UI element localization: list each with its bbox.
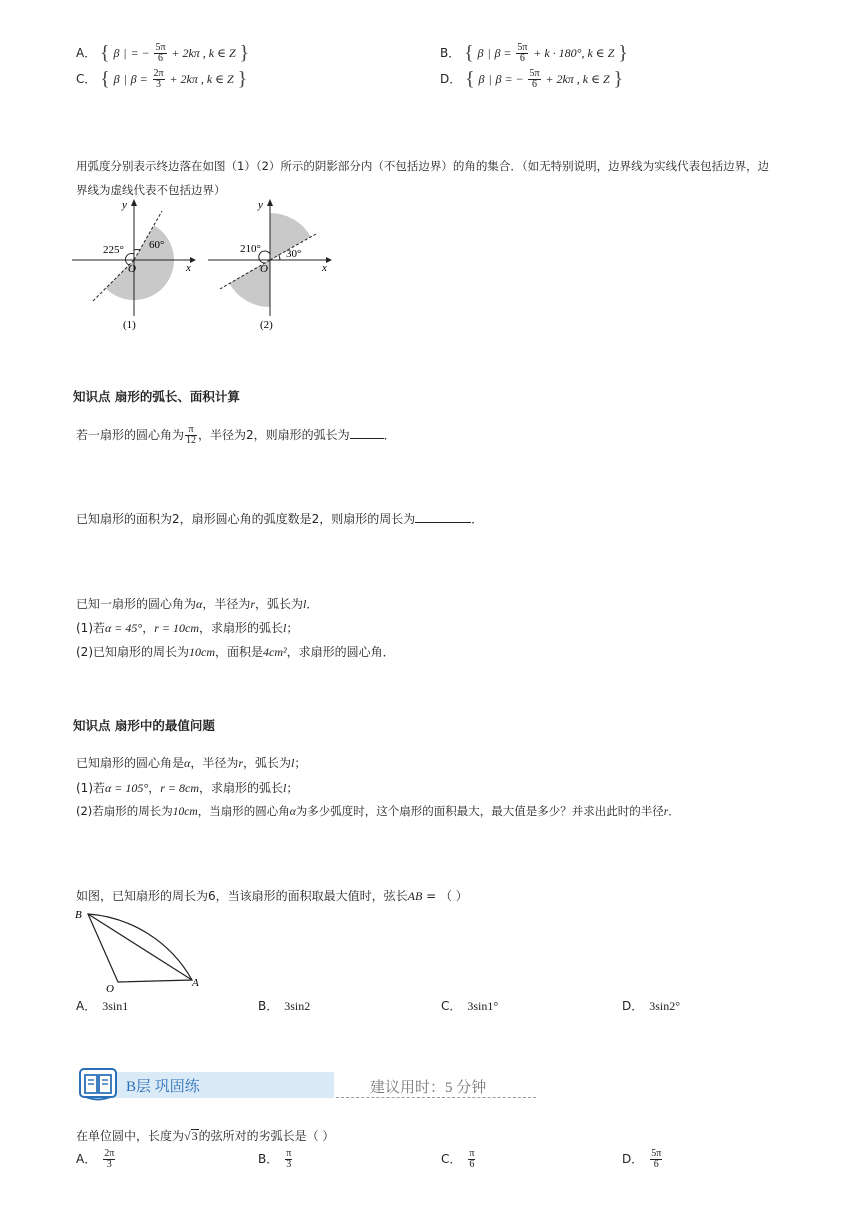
left-brace: { [100, 68, 110, 90]
option-d[interactable]: D． 3sin2° [622, 999, 681, 1013]
point-label: B [75, 909, 82, 921]
chord-ab [88, 914, 192, 980]
set-post: + k · 180°, k ∈ Z [533, 46, 615, 60]
angle-label: 30° [286, 248, 302, 260]
option-a[interactable] [76, 42, 249, 65]
origin-label: O [260, 263, 268, 275]
right-brace: } [613, 68, 624, 90]
left-brace: { [464, 42, 474, 64]
set-post: + 2kπ , k ∈ Z [171, 46, 236, 60]
point-label: O [106, 983, 114, 995]
sqrt-value: 3 [191, 1129, 198, 1143]
section-title: 知识点 扇形的弧长、面积计算 [73, 389, 240, 404]
set-var: β [113, 72, 120, 86]
axis-label-x: x [186, 262, 191, 274]
angle-label: 210° [240, 243, 261, 255]
option-b[interactable]: B． $\frac{\pi}{3}$ [258, 1148, 292, 1170]
fraction: $\frac{2\pi}{3}$ [153, 68, 164, 90]
set-mid: β = − [495, 72, 524, 86]
section-title: 知识点 扇形中的最值问题 [73, 718, 215, 733]
right-brace: } [239, 42, 250, 64]
point-label: A [192, 977, 199, 989]
left-brace: { [465, 68, 475, 90]
set-var: β [478, 72, 485, 86]
book-icon [76, 1066, 120, 1102]
option-c[interactable] [76, 68, 247, 91]
set-mid: β = [494, 46, 512, 60]
option-c[interactable]: C． 3sin1° [441, 999, 499, 1013]
right-brace: } [237, 68, 248, 90]
angle-arc [279, 255, 280, 260]
question-sector2-line2: (1)若α = 105°，r = 8cm，求扇形的弧长l； [76, 781, 299, 795]
set-mid: β = [130, 72, 148, 86]
set-bar: | [123, 46, 127, 60]
banner-title: B层 巩固练 [126, 1079, 200, 1095]
answer-blank[interactable] [350, 438, 384, 439]
text: 若一扇形的圆心角为 [76, 428, 185, 442]
option-label: D． [440, 72, 462, 86]
arrow-icon [326, 257, 332, 263]
question-sector-line1: 已知一扇形的圆心角为α，半径为r，弧长为l． [76, 597, 319, 611]
option-label: C． [76, 72, 97, 86]
question-sector2-line1: 已知扇形的圆心角是α，半径为r，弧长为l； [76, 756, 307, 770]
set-var: β [113, 46, 120, 60]
text: ． [471, 512, 484, 526]
axis-label-x: x [322, 262, 327, 274]
axis-label-y: y [122, 199, 127, 211]
set-var: β [477, 46, 484, 60]
axis-label-y: y [258, 199, 263, 211]
angle-label: 60° [149, 239, 165, 251]
question-text: 界线为虚线代表不包括边界） [76, 183, 226, 197]
set-bar: | [123, 72, 127, 86]
set-mid: = − [130, 46, 150, 60]
right-brace: } [618, 42, 628, 64]
angle-label: 225° [103, 244, 124, 256]
figure-sector-chord [70, 904, 210, 996]
text: ． [383, 428, 396, 442]
option-b[interactable] [440, 42, 628, 65]
figure-1 [72, 199, 196, 331]
question-arc-length [76, 425, 396, 446]
question-sector2-line3: (2)若扇形的周长为10cm，当扇形的圆心角α为多少弧度时，这个扇形的面积最大，最大值是多少？并求出此时的半径r． [76, 804, 680, 818]
figure-2 [208, 199, 332, 331]
option-d[interactable] [440, 68, 623, 91]
fraction: $\frac{5\pi}{6}$ [155, 42, 166, 64]
arrow-icon [190, 257, 196, 263]
option-label: A． [76, 46, 97, 60]
fraction: $\frac{5\pi}{6}$ [517, 42, 528, 64]
figure-shaded-angles [72, 196, 342, 336]
question-sector-line2: (1)若α = 45°，r = 10cm，求扇形的弧长l； [76, 621, 299, 635]
option-c[interactable]: C． $\frac{\pi}{6}$ [441, 1148, 475, 1170]
option-label: B． [440, 46, 461, 60]
left-brace: { [100, 42, 110, 64]
option-a[interactable]: A． 3sin1 [76, 999, 129, 1013]
text: ，半径为2，则扇形的弧长为 [198, 428, 350, 442]
banner-time: 建议用时：5 分钟 [370, 1080, 487, 1096]
set-bar: | [487, 46, 491, 60]
set-post: + 2kπ , k ∈ Z [169, 72, 234, 86]
option-b[interactable]: B． 3sin2 [258, 999, 311, 1013]
set-post: + 2kπ , k ∈ Z [545, 72, 610, 86]
figure-caption: (2) [260, 319, 273, 331]
text: 已知扇形的面积为2，扇形圆心角的弧度数是2，则扇形的周长为 [76, 512, 416, 526]
option-d[interactable]: D． $\frac{5\pi}{6}$ [622, 1148, 662, 1170]
question-unit-circle: 在单位圆中，长度为√3的弦所对的劣弧长是（ ） [76, 1129, 335, 1143]
question-perimeter [76, 510, 483, 527]
origin-label: O [128, 263, 136, 275]
set-bar: | [488, 72, 492, 86]
question-sector-line3: (2)已知扇形的周长为10cm，面积是4cm²，求扇形的圆心角． [76, 645, 395, 659]
question-chord: 如图，已知扇形的周长为6，当该扇形的面积取最大值时，弦长AB = （ ） [76, 889, 468, 903]
banner-divider [336, 1097, 536, 1098]
fraction: $\frac{\pi}{12}$ [186, 424, 197, 446]
answer-blank[interactable] [415, 522, 471, 523]
arrow-icon [267, 199, 273, 206]
section-banner [76, 1066, 538, 1102]
option-a[interactable]: A． $\frac{2\pi}{3}$ [76, 1148, 115, 1170]
figure-caption: (1) [123, 319, 136, 331]
question-text: 用弧度分别表示终边落在如图（1）（2）所示的阴影部分内（不包括边界）的角的集合．（如无特别说明，边界线为实线代表包括边界，边 [76, 159, 770, 173]
arrow-icon [131, 199, 137, 206]
shaded-sector [106, 225, 174, 300]
fraction: $\frac{5\pi}{6}$ [529, 68, 540, 90]
